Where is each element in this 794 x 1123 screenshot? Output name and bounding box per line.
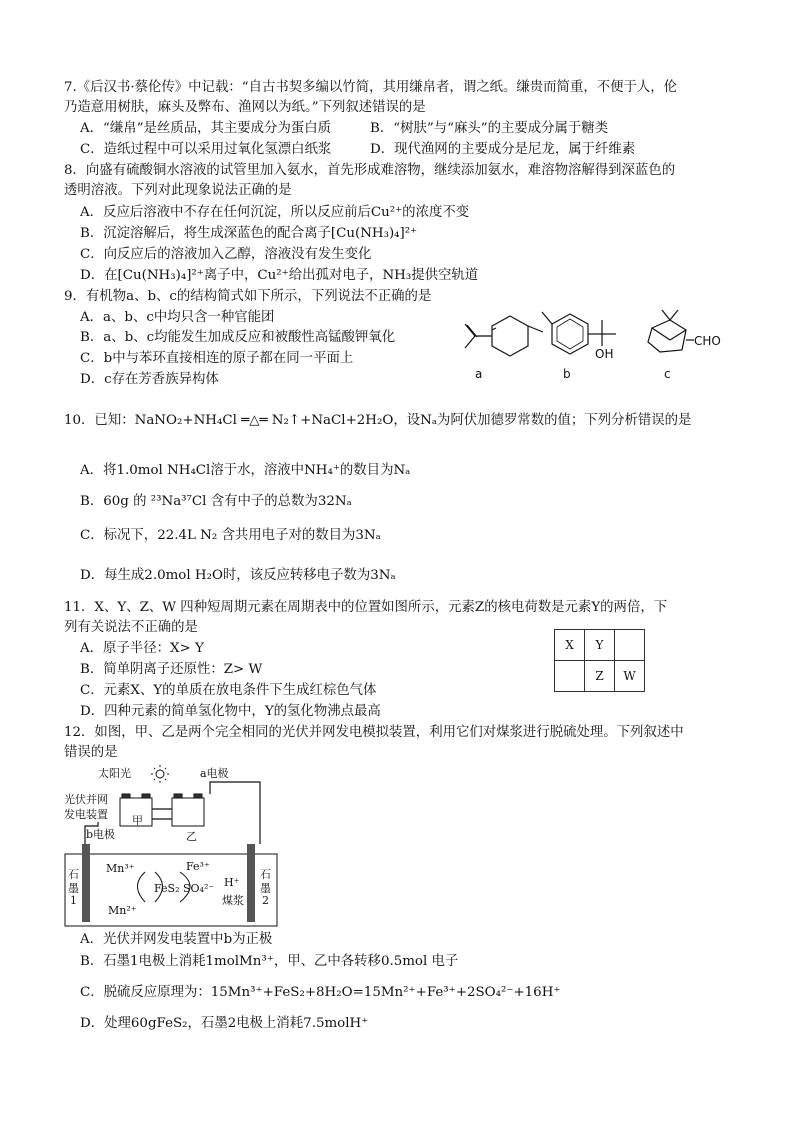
q9-stem: 9．有机物a、b、c的结构简式如下所示，下列说法不正确的是 — [64, 289, 432, 304]
q11-stem-line1: 11．X、Y、Z、W 四种短周期元素在周期表中的位置如图所示，元素Z的核电荷数是元素Y的两倍，下 — [64, 600, 668, 615]
grid-cell-z: Z — [585, 661, 615, 692]
fe3-label: Fe³⁺ — [186, 860, 210, 873]
mn3-label: Mn³⁺ — [106, 862, 135, 875]
q10-option-a[interactable]: A．将1.0mol NH₄Cl溶于水，溶液中NH₄⁺的数目为Nₐ — [80, 463, 411, 478]
grid-cell-empty — [555, 661, 585, 692]
sun-label: 太阳光 — [98, 767, 131, 780]
structure-c-cho-label: CHO — [694, 334, 721, 348]
q8-option-b[interactable]: B．沉淀溶解后，将生成深蓝色的配合离子[Cu(NH₃)₄]²⁺ — [80, 226, 418, 241]
slurry-label: 煤浆 — [222, 894, 244, 907]
q12-option-d[interactable]: D．处理60gFeS₂，石墨2电极上消耗7.5molH⁺ — [80, 1016, 369, 1031]
q9-structures-figure — [430, 306, 740, 386]
a-electrode-label: a电极 — [200, 767, 229, 780]
q12-option-c[interactable]: C．脱硫反应原理为：15Mn³⁺+FeS₂+8H₂O=15Mn²⁺+Fe³⁺+2SO₄²⁻+16H⁺ — [80, 985, 561, 1000]
grid-cell-x: X — [555, 630, 585, 661]
b-electrode-label: b电极 — [86, 828, 116, 841]
jia-label: 甲 — [132, 814, 143, 827]
q11-option-d[interactable]: D．四种元素的简单氢化物中，Y的氢化物沸点最高 — [80, 704, 381, 719]
q8-option-a[interactable]: A．反应后溶液中不存在任何沉淀，所以反应前后Cu²⁺的浓度不变 — [80, 205, 470, 220]
graphite1-label-char3: 1 — [70, 894, 77, 907]
q11-stem-line2: 列有关说法不正确的是 — [64, 620, 198, 635]
q8-option-d[interactable]: D．在[Cu(NH₃)₄]²⁺离子中，Cu²⁺给出孤对电子，NH₃提供空轨道 — [80, 268, 479, 283]
structure-label-c: c — [664, 367, 671, 381]
fes2-so4-label: FeS₂ SO₄²⁻ — [154, 882, 215, 895]
graphite1-label-char2: 墨 — [68, 882, 79, 895]
graphite2-label-char3: 2 — [262, 894, 269, 907]
structure-label-a: a — [475, 367, 483, 381]
structure-label-b: b — [563, 367, 571, 381]
graphite2-label-char2: 墨 — [260, 882, 271, 895]
q7-option-b[interactable]: B．“树肤”与“麻头”的主要成分属于糖类 — [370, 121, 609, 136]
q10-option-d[interactable]: D．每生成2.0mol H₂O时，该反应转移电子数为3Nₐ — [80, 568, 396, 583]
pv-device-yi — [172, 794, 204, 826]
q7-option-c[interactable]: C．造纸过程中可以采用过氧化氢漂白纸浆 — [80, 142, 332, 157]
grid-cell-w: W — [615, 661, 645, 692]
sun-icon — [151, 765, 169, 783]
q7-option-d[interactable]: D．现代渔网的主要成分是尼龙，属于纤维素 — [370, 142, 636, 157]
q9-option-d[interactable]: D．c存在芳香族异构体 — [80, 372, 219, 387]
q9-option-c[interactable]: C．b中与苯环直接相连的原子都在同一平面上 — [80, 351, 354, 366]
q12-option-b[interactable]: B．石墨1电极上消耗1molMn³⁺，甲、乙中各转移0.5mol 电子 — [80, 954, 459, 969]
q9-option-b[interactable]: B．a、b、c均能发生加成反应和被酸性高锰酸钾氧化 — [80, 330, 396, 345]
grid-cell-empty — [615, 630, 645, 661]
graphite2-label-char1: 石 — [260, 868, 271, 881]
structure-b-oh-label: OH — [595, 347, 614, 361]
q8-stem-line1: 8．向盛有硫酸铜水溶液的试管里加入氨水，首先形成难溶物，继续添加氨水，难溶物溶解得到深蓝色的 — [64, 163, 676, 178]
q7-stem-line1: 7.《后汉书·蔡伦传》中记载：“自古书契多编以竹简，其用缣帛者，谓之纸。缣贵而简重，不便于人，伦 — [64, 80, 678, 95]
q8-option-c[interactable]: C．向反应后的溶液加入乙醇，溶液没有发生变化 — [80, 247, 372, 262]
q11-option-c[interactable]: C．元素X、Y的单质在放电条件下生成红棕色气体 — [80, 683, 377, 698]
q12-stem-line1: 12．如图，甲、乙是两个完全相同的光伏并网发电模拟装置，利用它们对煤浆进行脱硫处理。下列叙述中 — [64, 725, 684, 740]
q10-option-c[interactable]: C．标况下，22.4L N₂ 含共用电子对的数目为3Nₐ — [80, 528, 381, 543]
device-label-line2: 发电装置 — [64, 808, 108, 821]
q9-option-a[interactable]: A．a、b、c中均只含一种官能团 — [80, 310, 275, 325]
q7-stem-line2: 乃造意用树肤，麻头及弊布、渔网以为纸。”下列叙述错误的是 — [64, 100, 426, 115]
graphite-electrode-2 — [247, 844, 255, 922]
q10-stem: 10．已知：NaNO₂+NH₄Cl ═△═ N₂↑+NaCl+2H₂O，设Nₐ为阿伏加德罗常数的值；下列分析错误的是 — [64, 413, 692, 428]
desulfurization-apparatus-figure — [60, 764, 280, 928]
q11-option-a[interactable]: A．原子半径：X> Y — [80, 641, 204, 656]
h-plus-label: H⁺ — [224, 876, 240, 889]
q10-option-b[interactable]: B．60g 的 ²³Na³⁷Cl 含有中子的总数为32Nₐ — [80, 494, 352, 509]
mn2-label: Mn²⁺ — [108, 904, 137, 917]
structure-c — [648, 310, 694, 352]
q7-option-a[interactable]: A．“缣帛”是丝质品，其主要成分为蛋白质 — [80, 121, 332, 136]
yi-label: 乙 — [186, 830, 197, 843]
grid-cell-y: Y — [585, 630, 615, 661]
q12-option-a[interactable]: A．光伏并网发电装置中b为正极 — [80, 932, 273, 947]
structure-a — [465, 316, 543, 356]
q11-option-b[interactable]: B．简单阴离子还原性：Z> W — [80, 662, 263, 677]
graphite-electrode-1 — [82, 844, 90, 922]
q12-stem-line2: 错误的是 — [64, 745, 118, 760]
q8-stem-line2: 透明溶液。下列对此现象说法正确的是 — [64, 183, 292, 198]
device-label-line1: 光伏并网 — [64, 793, 108, 806]
graphite1-label-char1: 石 — [68, 868, 79, 881]
periodic-table-grid — [554, 629, 645, 692]
